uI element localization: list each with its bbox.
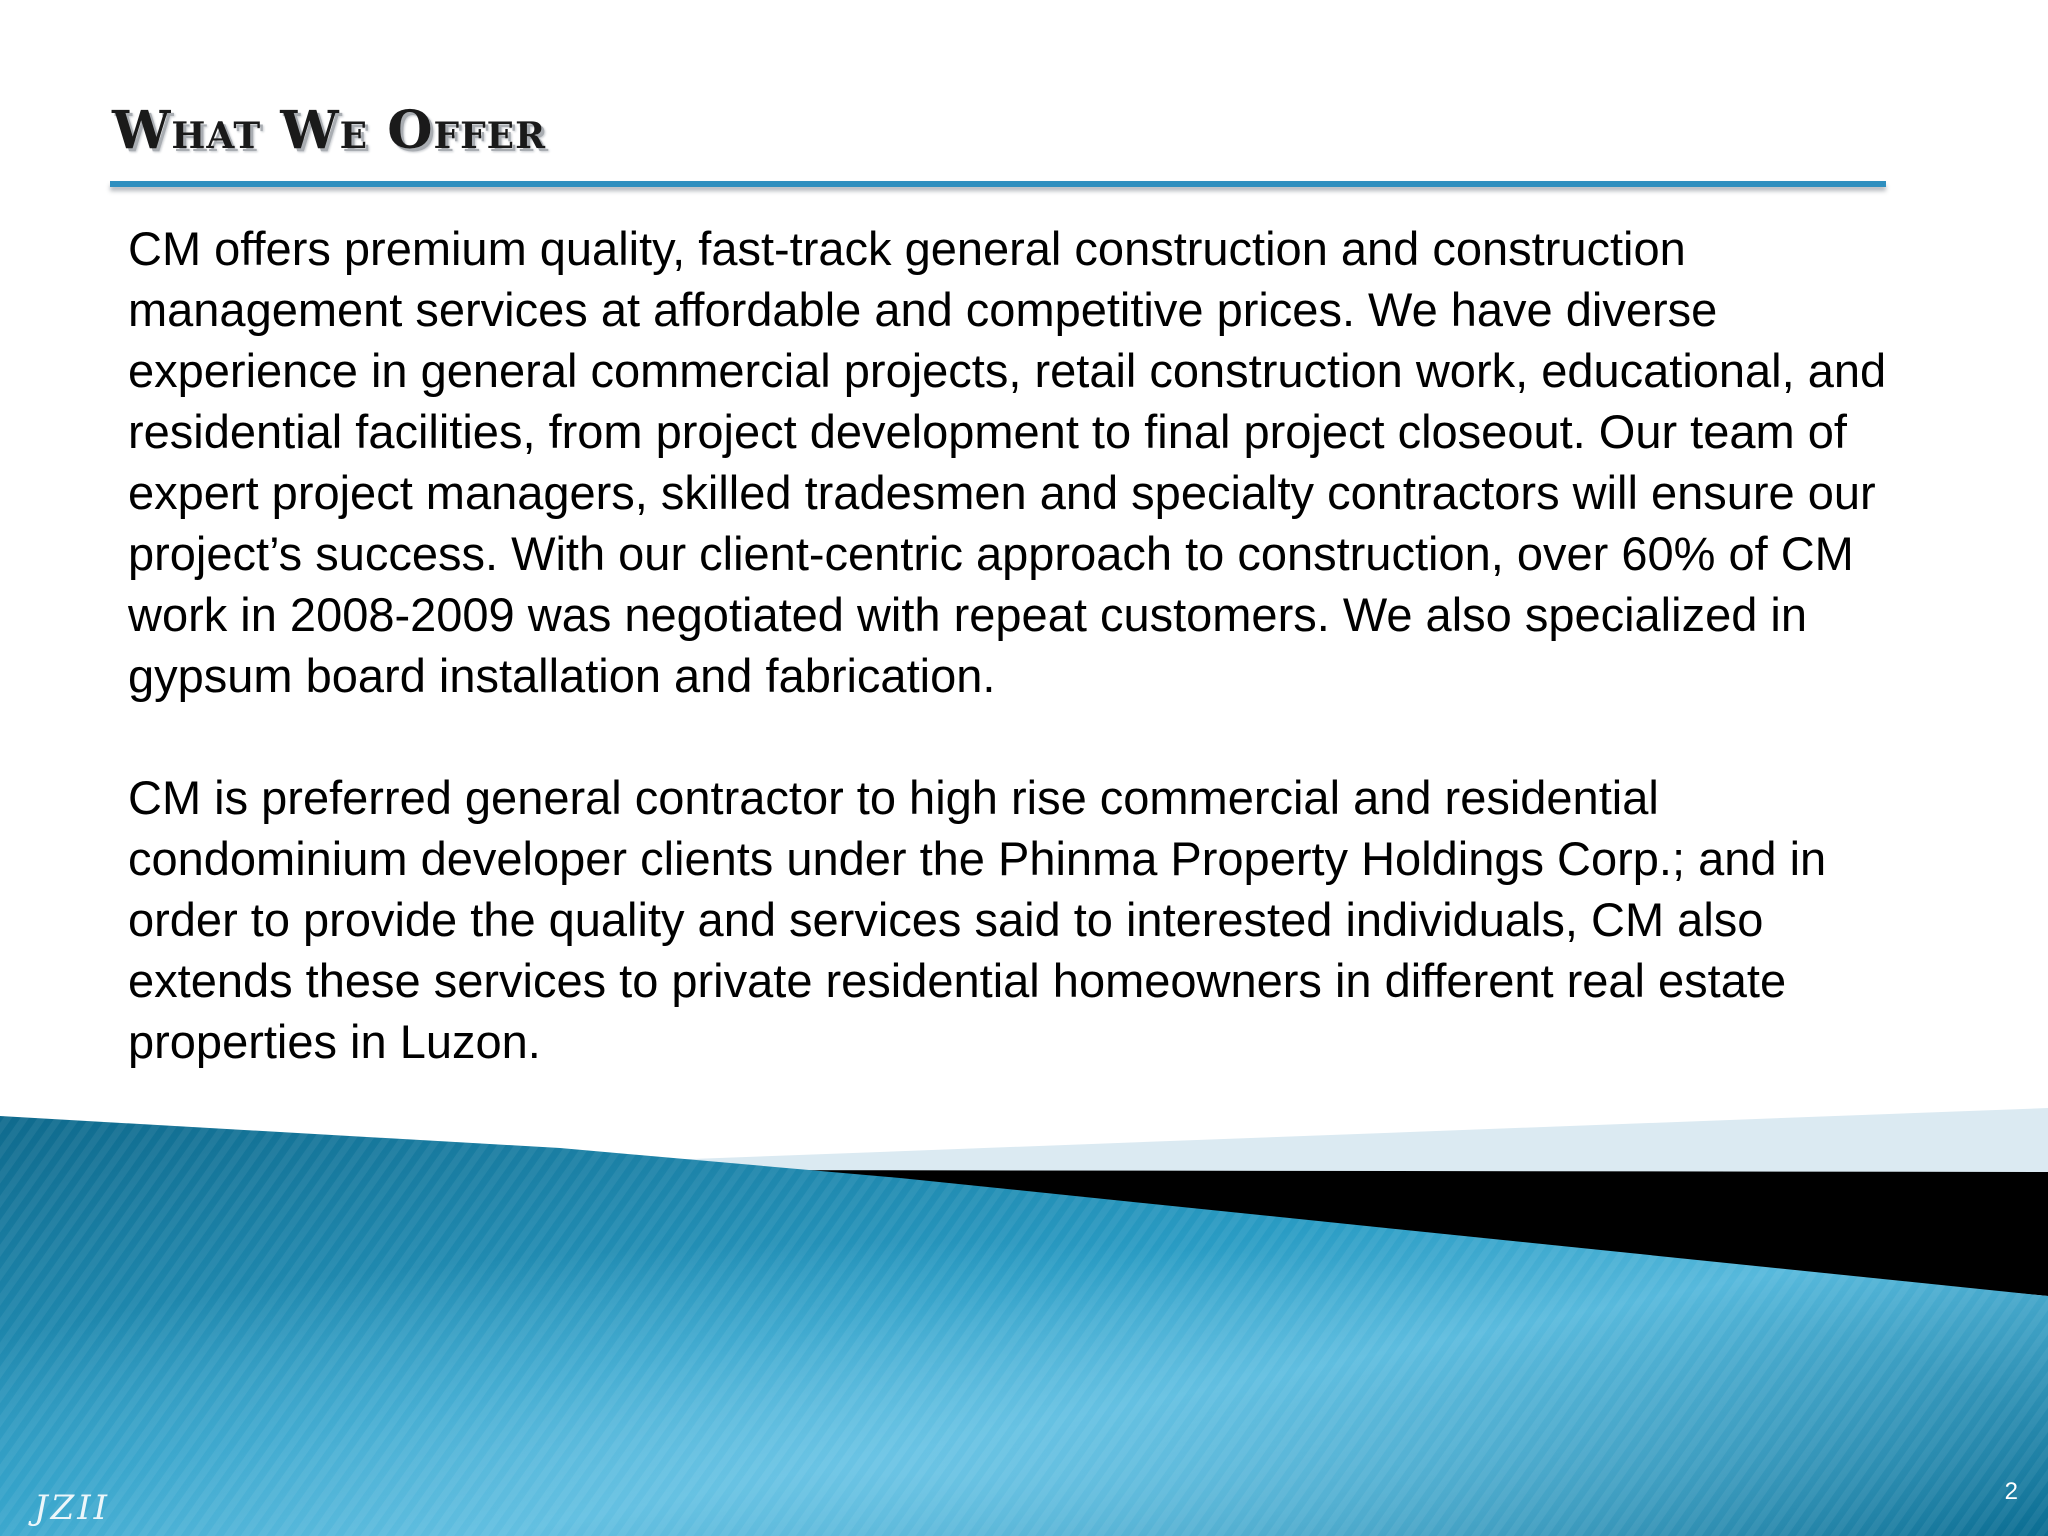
page-number: 2 [2004,1478,2018,1505]
footer-logo-mark: JZII [34,1488,111,1528]
body-text [128,218,1908,1072]
paragraph-overview: CM offers premium quality, fast-track general construction and construction management services at affordable and competitive prices. We have diverse experience in general commercial projects, retail construction work, educational, and residential facilities, from project development to final project closeout. Our team of expert project managers, skilled tradesmen and specialty contractors will ensure our project’s success. With our client-centric approach to construction, over 60% of CM work in 2008-2009 was negotiated with repeat customers. We also specialized in gypsum board installation and fabrication. [128,222,1887,702]
paragraph-clients: CM is preferred general contractor to high rise commercial and residential condominium developer clients under the Phinma Property Holdings Corp.; and in order to provide the quality and services said to interested individuals, CM also extends these services to private residential homeowners in different real estate properties in Luzon. [128,771,1827,1068]
title-underline [110,181,1886,187]
slide-title: What We Offer [112,100,546,161]
pale-wedge [560,1108,2048,1176]
